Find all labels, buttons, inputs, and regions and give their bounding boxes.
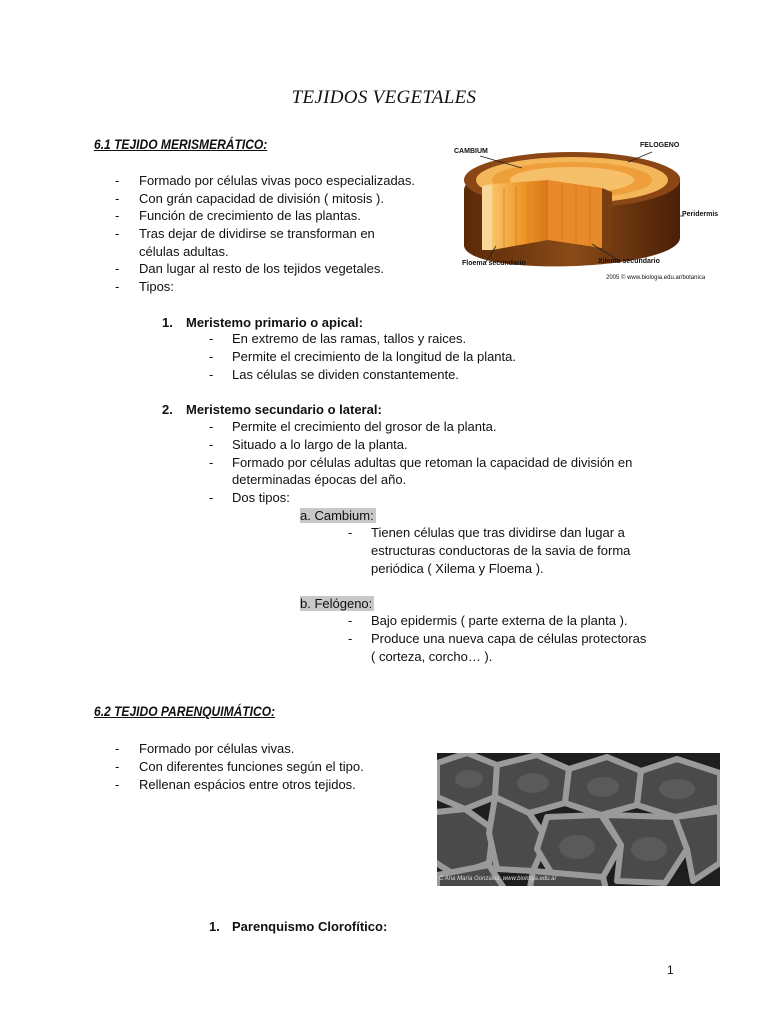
list-item: Tipos: [139, 279, 174, 294]
bullet-dash: - [209, 419, 214, 434]
list-item: Formado por células vivas poco especializadas. [139, 173, 416, 188]
bullet-dash: - [115, 226, 120, 241]
list-item: Permite el crecimiento del grosor de la planta. [232, 419, 497, 434]
list-item: Dan lugar al resto de los tejidos vegetales. [139, 261, 384, 276]
bullet-dash: - [209, 367, 214, 382]
figure-credit: 2005 © www.biologia.edu.ar/botanica [606, 275, 706, 281]
list-item-continuation: determinadas épocas del año. [232, 472, 407, 487]
bullet-dash: - [209, 437, 214, 452]
figure-label-peridermis: Peridermis [682, 211, 719, 218]
bullet-dash: - [209, 490, 214, 505]
list-item: Rellenan espácios entre otros tejidos. [139, 777, 356, 792]
highlighted-label: a. Cambium: [300, 508, 374, 523]
list-item-continuation: estructuras conductoras de la savia de forma [371, 543, 631, 558]
list-item: Tras dejar de dividirse se transforman en [139, 226, 375, 241]
list-item: Dos tipos: [232, 490, 290, 505]
highlighted-label: b. Felógeno: [300, 596, 373, 611]
subsection-title-meristemo-secundario: Meristemo secundario o lateral: [186, 402, 382, 417]
list-item: Función de crecimiento de las plantas. [139, 208, 361, 223]
section-heading-parenquimatico: 6.2 TEJIDO PARENQUIMÁTICO: [94, 703, 276, 719]
list-item: Permite el crecimiento de la longitud de la planta. [232, 349, 516, 364]
page-title: TEJIDOS VEGETALES [291, 87, 477, 108]
numbered-item-number: 2. [162, 402, 173, 417]
list-item: En extremo de las ramas, tallos y raices. [232, 331, 467, 346]
list-item-continuation: células adultas. [139, 244, 229, 259]
subtype-label-felogeno [300, 595, 374, 613]
subsection-title-meristemo-primario: Meristemo primario o apical: [186, 315, 363, 330]
list-item: Produce una nueva capa de células protectoras [371, 631, 647, 646]
parenchyma-micrograph [437, 753, 720, 886]
list-item-continuation: ( corteza, corcho… ). [371, 649, 493, 664]
subtype-label-cambium [300, 507, 376, 525]
list-item: Situado a lo largo de la planta. [232, 437, 408, 452]
list-item: Las células se dividen constantemente. [232, 367, 459, 382]
bullet-dash: - [115, 173, 120, 188]
list-item: Tienen células que tras dividirse dan lugar a [371, 525, 625, 540]
page-number: 1 [667, 963, 674, 977]
figure-label-felogeno: FELOGENO [640, 142, 680, 149]
bullet-dash: - [209, 331, 214, 346]
list-item-continuation: periódica ( Xilema y Floema ). [371, 561, 544, 576]
list-item: Formado por células vivas. [139, 741, 295, 756]
bullet-dash: - [115, 191, 120, 206]
bullet-dash: - [115, 777, 120, 792]
section-heading-meristematico: 6.1 TEJIDO MERISMERÁTICO: [94, 136, 268, 152]
parenchyma-cells-image [437, 753, 720, 886]
numbered-item-number: 1. [162, 315, 173, 330]
bullet-dash: - [115, 759, 120, 774]
figure-label-cambium: CAMBIUM [454, 148, 488, 155]
numbered-item-number: 1. [209, 919, 220, 934]
bullet-dash: - [115, 741, 120, 756]
figure-label-floema: Floema secundario [462, 260, 526, 267]
list-item: Con grán capacidad de división ( mitosis ). [139, 191, 384, 206]
bullet-dash: - [348, 631, 353, 646]
list-item: Formado por células adultas que retoman la capacidad de división en [232, 455, 633, 470]
list-item: Bajo epidermis ( parte externa de la planta ). [371, 613, 628, 628]
bullet-dash: - [348, 613, 353, 628]
bullet-dash: - [115, 279, 120, 294]
bullet-dash: - [115, 208, 120, 223]
micrograph-credit: C Ana María González, www.biologia.edu.ar [439, 876, 557, 882]
subsection-title-parenquismo-clorofitico: Parenquismo Clorofítico: [232, 919, 388, 934]
wood-cross-section-figure [452, 138, 728, 286]
bullet-dash: - [209, 455, 214, 470]
figure-label-xilema: Xilema secundario [598, 258, 660, 265]
list-item: Con diferentes funciones según el tipo. [139, 759, 364, 774]
bullet-dash: - [348, 525, 353, 540]
bullet-dash: - [209, 349, 214, 364]
bullet-dash: - [115, 261, 120, 276]
